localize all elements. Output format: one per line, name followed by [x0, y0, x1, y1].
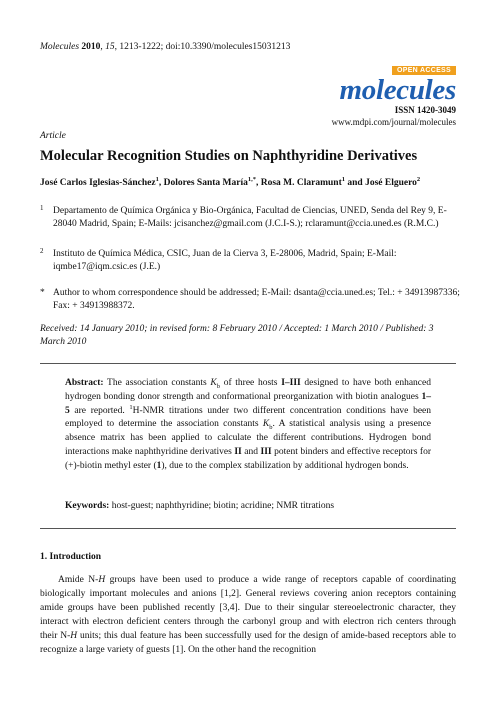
- publication-dates: Received: 14 January 2010; in revised form: 8 February 2010 / Accepted: 1 March 2010 / Published: 3 March 2010: [40, 324, 434, 347]
- article-title: Molecular Recognition Studies on Naphthyridine Derivatives: [40, 148, 418, 164]
- citation-year: 2010: [81, 42, 101, 52]
- author-affil-mark: 1: [341, 175, 345, 183]
- affiliation-1: [40, 205, 460, 231]
- issn: ISSN 1420-3049: [394, 105, 456, 115]
- citation-line: Molecules 2010, 15, 1213-1222; doi:10.3390/molecules15031213: [40, 42, 291, 52]
- author-name: José Elguero: [365, 178, 417, 188]
- author-list: José Carlos Iglesias-Sánchez$^1$, Dolores Santa María$^{1,*}$, Rosa M. Claramunt$^1$ and José Elguero$^2$: [40, 175, 421, 188]
- affiliation-text: Departamento de Química Orgánica y Bio-Orgánica, Facultad de Ciencias, UNED, Senda del Rey 9, E-28040 Madrid, Spain; E-Mails: jcisanchez@gmail.com (J.C.I-S.); rclaramunt@ccia.uned.es (R.M.C.): [53, 206, 447, 229]
- affiliation-text: Instituto de Química Médica, CSIC, Juan de la Cierva 3, E-28006, Madrid, Spain; E-Mail: iqmbe17@iqm.csic.es (J.E.): [53, 249, 397, 272]
- correspondence-mark: *: [40, 288, 45, 298]
- journal-logo: molecules: [339, 74, 456, 106]
- intro-paragraph: Amide N-H groups have been used to produce a wide range of receptors capable of coordinating biologically important molecules and anions [1,2]. General reviews covering anion receptors containing amide groups have been published recently [3,4]. Due to their singular stereoelectronic character, they interact with electron deficient centers through the carbonyl group and with electron rich centers through their N-H units; this dual feature has been successfully used for the design of amide-based receptors able to recognize a large variety of guests [1]. On the other hand the recognition: [40, 575, 457, 655]
- affiliation-number: 1: [40, 204, 44, 212]
- divider-bottom: [40, 528, 456, 529]
- keywords-text: host-guest; naphthyridine; biotin; acridine; NMR titrations: [109, 501, 335, 511]
- author-name: Dolores Santa María: [163, 178, 248, 188]
- abstract-label: Abstract:: [65, 378, 104, 388]
- section-heading: 1. Introduction: [40, 552, 102, 562]
- correspondence-text: Author to whom correspondence should be addressed; E-Mail: dsanta@ccia.uned.es; Tel.: + 34913987336; Fax: + 34913988372.: [53, 288, 460, 311]
- abstract: Abstract: The association constants $K_b$ of three hosts I–III designed to have both enhanced hydrogen bonding donor strength and conformational preorganization with biotin analogues 1–5 are reported. $^1$H-NMR titrations under two different concentration conditions have been employed to determine the association constants $K_b$. A statistical analysis using a presence absence matrix has been applied to calculate the different contributions. Hydrogen bond interactions make naphthyridine derivatives II and III potent binders and effective receptors for (+)-biotin methyl ester (1), due to the complex stabilization by additional hydrogen bonds.: [65, 378, 432, 471]
- divider-top: [40, 363, 456, 364]
- author-name: José Carlos Iglesias-Sánchez: [40, 178, 156, 188]
- article-type: Article: [40, 131, 66, 141]
- journal-url[interactable]: www.mdpi.com/journal/molecules: [331, 117, 456, 127]
- citation-doi: , 1213-1222; doi:10.3390/molecules15031213: [114, 42, 291, 52]
- citation-volume: 15: [105, 42, 115, 52]
- author-affil-mark: 2: [416, 175, 421, 183]
- author-affil-mark: 1,*: [247, 175, 256, 183]
- open-access-badge: OPEN ACCESS: [392, 66, 456, 75]
- author-affil-mark: 1: [155, 175, 159, 183]
- affiliation-2: [40, 248, 460, 274]
- citation-journal: Molecules: [40, 42, 80, 52]
- author-name: Rosa M. Claramunt: [260, 178, 342, 188]
- keywords: [65, 500, 431, 513]
- keywords-label: Keywords:: [65, 501, 110, 511]
- correspondence: [40, 287, 460, 313]
- affiliation-number: 2: [40, 247, 44, 255]
